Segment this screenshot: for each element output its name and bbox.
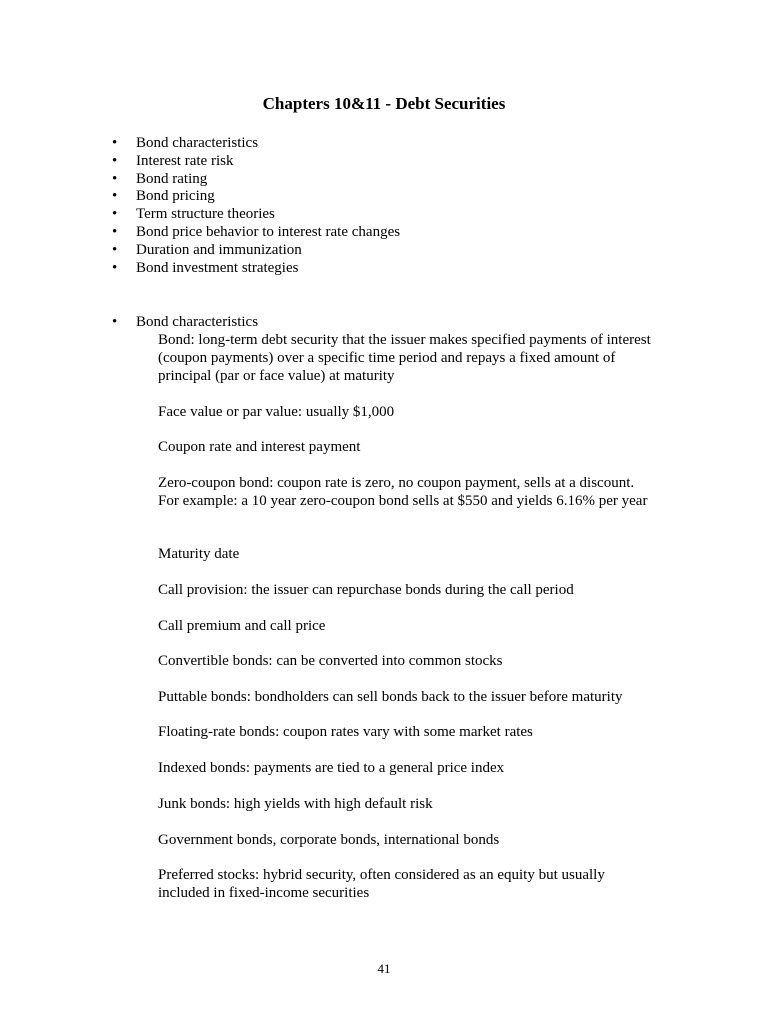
list-item: [0, 224, 400, 242]
paragraph-preferred-stocks: Preferred stocks: hybrid security, often considered as an equity but usually included in fixed-income securities: [158, 867, 605, 901]
section-heading: [0, 313, 258, 331]
paragraph-coupon-rate: Coupon rate and interest payment: [158, 439, 361, 455]
bullet-icon: •: [112, 314, 118, 330]
list-item-text: Duration and immunization: [136, 241, 302, 258]
page-title: Chapters 10&11 - Debt Securities: [262, 94, 506, 113]
list-item-text: Interest rate risk: [136, 152, 234, 169]
bullet-icon: •: [112, 188, 118, 205]
bullet-icon: •: [112, 241, 118, 258]
paragraph-zero-coupon-example: For example: a 10 year zero-coupon bond sells at $550 and yields 6.16% per year: [158, 493, 648, 509]
paragraph-bond-types: Government bonds, corporate bonds, international bonds: [158, 832, 500, 848]
paragraph-face-value: Face value or par value: usually $1,000: [158, 404, 395, 420]
paragraph-indexed-bonds: Indexed bonds: payments are tied to a general price index: [158, 760, 505, 776]
section-heading-text: Bond characteristics: [136, 314, 259, 330]
list-item-text: Bond pricing: [136, 188, 215, 205]
list-item-text: Bond rating: [136, 170, 208, 187]
list-item: [0, 135, 400, 153]
list-item: [0, 153, 400, 171]
bullet-icon: •: [112, 206, 118, 223]
paragraph-bond-definition: Bond: long-term debt security that the issuer makes specified payments of interest (coupon payments) over a specific time period and repays a fixed amount of principal (par or face value) at maturity: [158, 332, 651, 384]
paragraph-junk-bonds: Junk bonds: high yields with high default risk: [158, 796, 433, 812]
list-item: [0, 171, 400, 189]
bullet-icon: •: [112, 223, 118, 240]
bullet-icon: •: [112, 152, 118, 169]
paragraph-zero-coupon: Zero-coupon bond: coupon rate is zero, no coupon payment, sells at a discount.: [158, 475, 635, 491]
list-item-text: Bond characteristics: [136, 135, 259, 151]
paragraph-call-premium: Call premium and call price: [158, 618, 326, 634]
page-number: 41: [377, 961, 391, 976]
paragraph-floating-rate-bonds: Floating-rate bonds: coupon rates vary with some market rates: [158, 724, 533, 740]
list-item-text: Term structure theories: [136, 206, 275, 223]
list-item: [0, 188, 400, 206]
paragraph-call-provision: Call provision: the issuer can repurchase bonds during the call period: [158, 582, 574, 598]
list-item-text: Bond price behavior to interest rate changes: [136, 223, 401, 240]
paragraph-maturity-date: Maturity date: [158, 546, 240, 562]
list-item-text: Bond investment strategies: [136, 259, 299, 276]
list-item: [0, 206, 400, 224]
bullet-icon: •: [112, 135, 118, 151]
list-item: [0, 242, 400, 260]
bullet-icon: •: [112, 170, 118, 187]
list-item: [0, 260, 400, 278]
paragraph-puttable-bonds: Puttable bonds: bondholders can sell bonds back to the issuer before maturity: [158, 689, 623, 705]
bullet-icon: •: [112, 259, 118, 276]
topic-list: [0, 135, 400, 277]
paragraph-convertible-bonds: Convertible bonds: can be converted into common stocks: [158, 653, 503, 669]
